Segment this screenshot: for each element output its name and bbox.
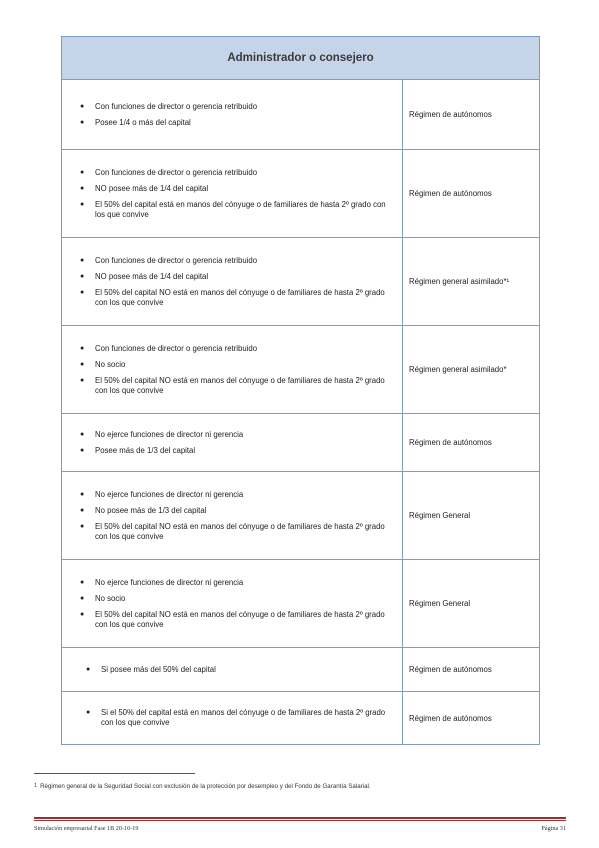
regime-cell: Régimen General [409, 511, 471, 520]
condition-list [62, 560, 403, 647]
condition-item [76, 376, 394, 396]
condition-list [62, 238, 403, 325]
bullet-icon: ● [80, 594, 85, 602]
bullet-icon: ● [86, 709, 91, 716]
bullet-icon: ● [80, 522, 85, 530]
bullet-icon: ● [80, 344, 85, 352]
condition-item [76, 430, 394, 440]
condition-text: No socio [95, 593, 126, 603]
condition-list [62, 414, 403, 471]
bullet-icon: ● [80, 288, 85, 296]
bullet-icon: ● [80, 256, 85, 264]
bullet-icon: ● [80, 102, 85, 110]
condition-list [62, 150, 403, 237]
footer-rule-thin [34, 820, 566, 821]
condition-list [62, 326, 403, 413]
condition-text: Con funciones de director o gerencia retribuido [95, 101, 258, 111]
table-row [62, 472, 539, 560]
table-row [62, 560, 539, 648]
condition-item [76, 288, 394, 308]
condition-item [76, 522, 394, 542]
table-row [62, 238, 539, 326]
condition-text: Con funciones de director o gerencia retribuido [95, 343, 258, 353]
regime-cell: Régimen General [409, 599, 471, 608]
table-row [62, 692, 539, 744]
condition-text: Posee 1/4 o más del capital [95, 117, 191, 127]
condition-text: El 50% del capital NO está en manos del cónyuge o de familiares de hasta 2º grado con los que convive [95, 287, 385, 307]
condition-text: No ejerce funciones de director ni gerencia [95, 577, 244, 587]
condition-text: El 50% del capital está en manos del cónyuge o de familiares de hasta 2º grado con los que convive [95, 199, 386, 219]
regime-cell: Régimen general asimilado* [409, 365, 507, 374]
bullet-icon: ● [80, 184, 85, 192]
condition-item [76, 168, 394, 178]
bullet-icon: ● [80, 490, 85, 498]
condition-text: Posee más de 1/3 del capital [95, 445, 196, 455]
footnote-mark: 1 [34, 783, 38, 789]
condition-text: No ejerce funciones de director ni gerencia [95, 489, 244, 499]
footer-page-number: Página 31 [541, 825, 566, 832]
table-row [62, 326, 539, 414]
footer-rule [34, 817, 566, 819]
bullet-icon: ● [80, 506, 85, 514]
condition-item [76, 610, 394, 630]
condition-item [76, 446, 394, 456]
table-header: Administrador o consejero [62, 37, 539, 80]
condition-item [76, 578, 394, 588]
bullet-icon: ● [80, 200, 85, 208]
bullet-icon: ● [80, 578, 85, 586]
condition-list [62, 80, 403, 149]
footer-document-info: Simulación empresarial Fase 1B 20-10-19 [34, 825, 139, 832]
condition-item [76, 272, 394, 282]
condition-item [76, 184, 394, 194]
table-row [62, 80, 539, 150]
bullet-icon: ● [80, 430, 85, 438]
condition-item [76, 118, 394, 128]
condition-list [62, 648, 403, 691]
regime-cell: Régimen de autónomos [409, 713, 492, 723]
condition-text: NO posee más de 1/4 del capital [95, 271, 209, 281]
condition-item [76, 102, 394, 112]
condition-text: El 50% del capital NO está en manos del cónyuge o de familiares de hasta 2º grado con los que convive [95, 375, 385, 395]
condition-text: El 50% del capital NO está en manos del cónyuge o de familiares de hasta 2º grado con los que convive [95, 521, 385, 541]
condition-text: NO posee más de 1/4 del capital [95, 183, 209, 193]
bullet-icon: ● [80, 376, 85, 384]
table-body [62, 80, 539, 744]
table-row [62, 414, 539, 472]
condition-text: Con funciones de director o gerencia retribuido [95, 255, 258, 265]
condition-text: No ejerce funciones de director ni gerencia [95, 429, 244, 439]
condition-text: No socio [95, 359, 126, 369]
condition-item [82, 708, 394, 728]
bullet-icon: ● [80, 272, 85, 280]
bullet-icon: ● [80, 118, 85, 126]
condition-item [76, 200, 394, 220]
condition-item [82, 665, 394, 675]
bullet-icon: ● [80, 168, 85, 176]
condition-item [76, 506, 394, 516]
regime-cell: Régimen de autónomos [409, 189, 492, 198]
table-row [62, 648, 539, 692]
regime-cell: Régimen de autónomos [409, 110, 492, 119]
condition-item [76, 490, 394, 500]
condition-text: Si el 50% del capital está en manos del cónyuge o de familiares de hasta 2º grado con los que convive [101, 708, 386, 727]
regime-cell: Régimen general asimilado*¹ [409, 277, 510, 286]
condition-list [62, 472, 403, 559]
regime-cell: Régimen de autónomos [409, 665, 492, 674]
condition-text: No posee más de 1/3 del capital [95, 505, 207, 515]
bullet-icon: ● [80, 446, 85, 454]
table-row [62, 150, 539, 238]
condition-text: Si posee más del 50% del capital [101, 664, 216, 674]
regime-cell: Régimen de autónomos [409, 438, 492, 447]
footnote [34, 783, 574, 790]
condition-item [76, 360, 394, 370]
regime-table [61, 36, 540, 745]
condition-list [62, 692, 403, 744]
footnote-text: Régimen general de la Seguridad Social con exclusión de la protección por desempleo y del Fondo de Garantía Salarial. [40, 783, 371, 790]
bullet-icon: ● [80, 360, 85, 368]
condition-item [76, 594, 394, 604]
footnote-divider [34, 773, 195, 774]
condition-text: Con funciones de director o gerencia retribuido [95, 167, 258, 177]
bullet-icon: ● [80, 610, 85, 618]
bullet-icon: ● [86, 665, 91, 673]
condition-item [76, 256, 394, 266]
condition-text: El 50% del capital NO está en manos del cónyuge o de familiares de hasta 2º grado con los que convive [95, 609, 385, 629]
condition-item [76, 344, 394, 354]
